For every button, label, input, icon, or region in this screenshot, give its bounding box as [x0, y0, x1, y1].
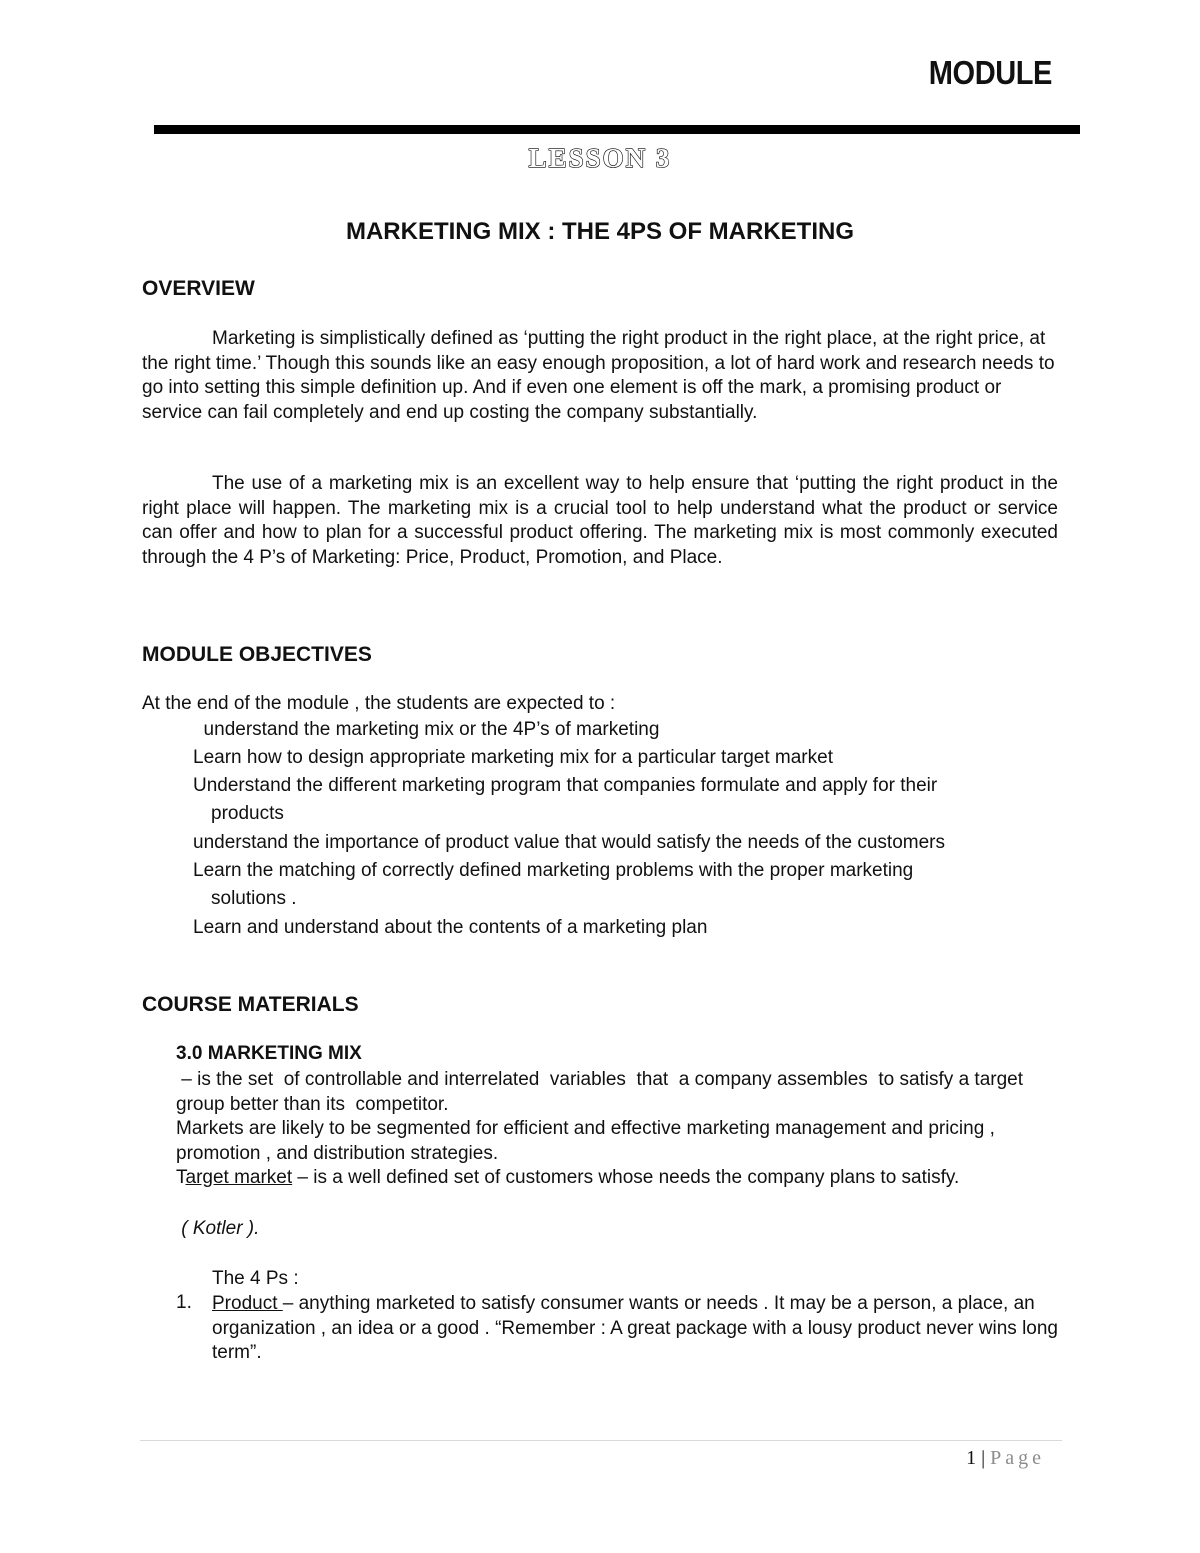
objective-item [173, 716, 1063, 744]
markets-paragraph: Markets are likely to be segmented for efficient and effective marketing management and pricing , promotion , and distribution strategies. [176, 1118, 995, 1164]
product-term: Product [212, 1293, 283, 1314]
course-materials-heading: COURSE MATERIALS [142, 993, 359, 1016]
objective-text: Learn and understand about the contents of a marketing plan [193, 917, 708, 938]
four-ps-intro: The 4 Ps : [212, 1268, 299, 1289]
lesson-title: LESSON 3 [528, 143, 672, 173]
target-market-paragraph [176, 1166, 1060, 1191]
overview-heading: OVERVIEW [142, 277, 255, 300]
objective-text: understand the marketing mix or the 4P’s of marketing [193, 719, 660, 740]
objective-text-continued: solutions . [211, 888, 297, 909]
target-market-term: arget market [185, 1167, 293, 1188]
product-definition: – anything marketed to satisfy consumer wants or needs . It may be a person, a place, an organization , an idea or a good . “Remember : A great package with a lousy product never wins long term”. [212, 1293, 1058, 1363]
footer-separator: | [976, 1447, 991, 1469]
overview-paragraph-1: Marketing is simplistically defined as ‘putting the right product in the right place, at the right price, at the right time.’ Though this sounds like an easy enough proposition, a lot of hard work and research needs to go into setting this simple definition up. And if even one element is off the mark, a promising product or service can fail completely and end up costing the company substantially. [142, 328, 1055, 423]
header-rule [154, 125, 1080, 134]
objective-text: Learn the matching of correctly defined marketing problems with the proper marketing [193, 860, 914, 881]
target-prefix: T [176, 1167, 186, 1188]
citation: ( Kotler ). [176, 1218, 260, 1239]
objective-text: understand the importance of product value that would satisfy the needs of the customers [193, 832, 945, 853]
objective-text: Understand the different marketing program that companies formulate and apply for their [193, 775, 938, 796]
document-title: MARKETING MIX : THE 4PS OF MARKETING [345, 218, 854, 245]
page-number: 1 [966, 1447, 977, 1469]
objectives-heading: MODULE OBJECTIVES [142, 643, 372, 666]
objective-item [173, 772, 1063, 828]
marketing-mix-definition: – is the set of controllable and interrelated variables that a company assembles to satisfy a target group better than its competitor. [176, 1069, 1029, 1115]
objective-text-continued: products [211, 803, 284, 824]
objective-item [173, 829, 1063, 857]
objectives-intro: At the end of the module , the students are expected to : [142, 693, 616, 714]
target-market-definition: – is a well defined set of customers whose needs the company plans to satisfy. [292, 1167, 960, 1188]
list-number: 1. [176, 1292, 192, 1313]
footer-rule [140, 1440, 1062, 1441]
overview-paragraph-2: The use of a marketing mix is an excellent way to help ensure that ‘putting the right product in the right place will happen. The marketing mix is a crucial tool to help understand what the product or service can offer and how to plan for a successful product offering. The marketing mix is most commonly executed through the 4 P’s of Marketing: Price, Product, Promotion, and Place. [142, 473, 1058, 568]
page-footer [966, 1447, 1045, 1470]
objective-item [173, 744, 1063, 772]
objective-text: Learn how to design appropriate marketing mix for a particular target market [193, 747, 833, 768]
marketing-mix-subheading: 3.0 MARKETING MIX [176, 1043, 362, 1064]
module-label: MODULE [928, 54, 1052, 91]
page-word: Page [990, 1447, 1045, 1469]
objective-item [173, 857, 1063, 913]
objective-item [173, 914, 1063, 942]
product-item [212, 1292, 1060, 1366]
